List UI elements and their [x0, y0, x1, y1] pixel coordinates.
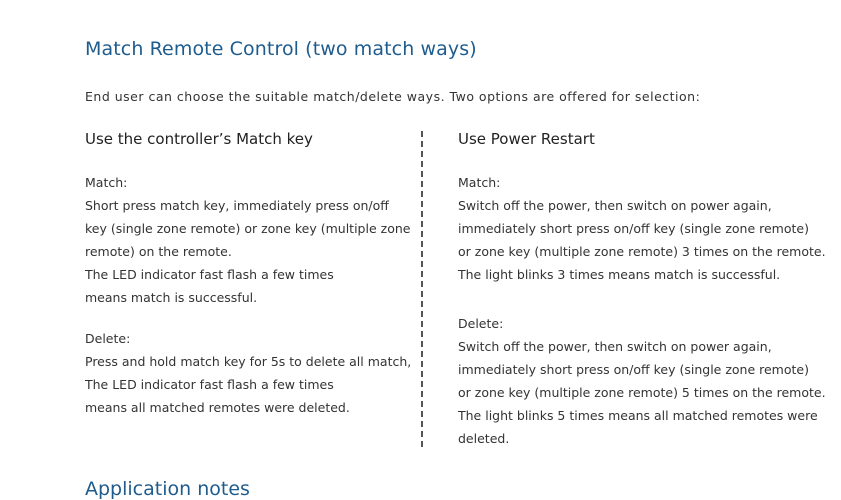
- right-match-line: The light blinks 3 times means match is successful.: [458, 267, 781, 282]
- page-title: Match Remote Control (two match ways): [85, 38, 477, 60]
- right-column: [458, 129, 826, 450]
- right-delete-label: Delete:: [458, 316, 504, 331]
- left-match-line: The LED indicator fast flash a few times: [85, 267, 334, 282]
- right-match-section: [458, 171, 826, 286]
- left-match-section: [85, 171, 415, 309]
- left-column: [85, 129, 415, 419]
- left-column-heading: Use the controller’s Match key: [85, 130, 313, 148]
- right-column-heading: Use Power Restart: [458, 130, 595, 148]
- left-delete-line: Press and hold match key for 5s to delete all match,: [85, 354, 412, 369]
- left-delete-section: [85, 327, 415, 419]
- right-match-line: immediately short press on/off key (single zone remote): [458, 221, 809, 236]
- right-delete-line: deleted.: [458, 431, 510, 446]
- left-match-line: means match is successful.: [85, 290, 258, 305]
- right-match-line: or zone key (multiple zone remote) 3 times on the remote.: [458, 244, 826, 259]
- intro-text: End user can choose the suitable match/delete ways. Two options are offered for selection:: [85, 89, 701, 104]
- right-match-label: Match:: [458, 175, 501, 190]
- right-delete-line: immediately short press on/off key (single zone remote): [458, 362, 809, 377]
- left-delete-line: The LED indicator fast flash a few times: [85, 377, 334, 392]
- right-delete-section: [458, 312, 826, 450]
- left-match-line: remote) on the remote.: [85, 244, 232, 259]
- right-match-line: Switch off the power, then switch on power again,: [458, 198, 772, 213]
- left-match-label: Match:: [85, 175, 128, 190]
- column-divider: [421, 131, 423, 447]
- next-section-heading: Application notes: [85, 478, 250, 500]
- spacer: [458, 286, 818, 312]
- right-delete-line: or zone key (multiple zone remote) 5 times on the remote.: [458, 385, 826, 400]
- left-delete-label: Delete:: [85, 331, 131, 346]
- right-delete-line: Switch off the power, then switch on power again,: [458, 339, 772, 354]
- left-delete-line: means all matched remotes were deleted.: [85, 400, 350, 415]
- right-delete-line: The light blinks 5 times means all matched remotes were: [458, 408, 818, 423]
- left-match-line: Short press match key, immediately press on/off: [85, 198, 389, 213]
- left-match-line: key (single zone remote) or zone key (multiple zone: [85, 221, 411, 236]
- spacer: [85, 309, 415, 327]
